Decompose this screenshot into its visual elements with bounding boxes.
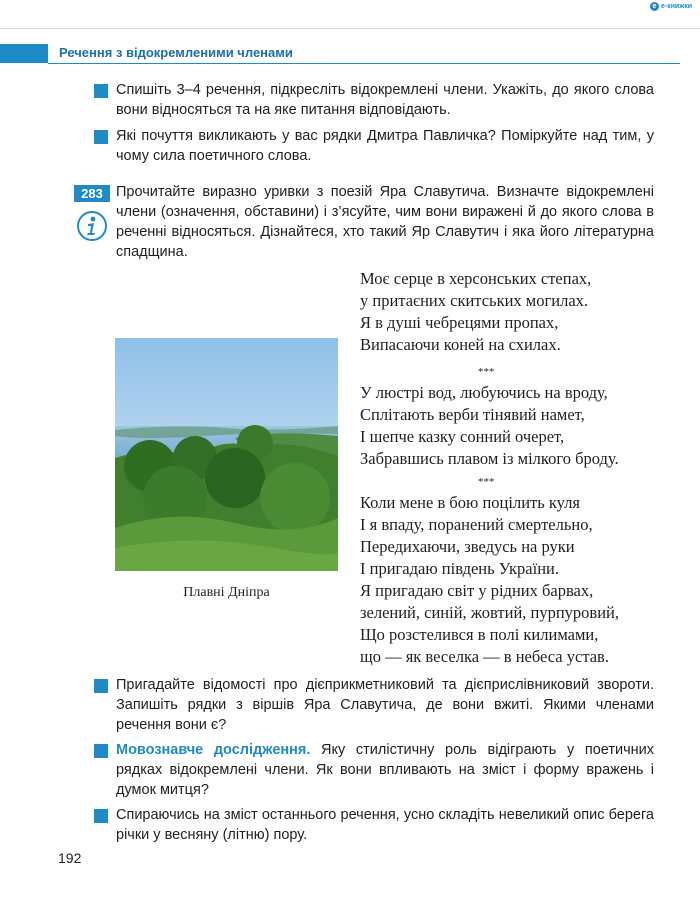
poem-line: І пригадаю південь України. bbox=[360, 559, 559, 578]
poem-line: Випасаючи коней на схилах. bbox=[360, 335, 561, 354]
poem-line: що — як веселка — в небеса устав. bbox=[360, 647, 609, 666]
task-marker-icon bbox=[94, 809, 108, 823]
exercise-text: Прочитайте виразно уривки з поезій Яра Славутича. Визначте відокремлені члени (означення, обставини) і з’ясуйте, чим вони виражені й до якого слова в реченні відносяться. Дізнайтеся, хто такий Яр Славутич і яка його літературна спадщина. bbox=[116, 184, 654, 260]
logo-text: e-книжки bbox=[660, 3, 692, 10]
poem-line: Я в душі чебрецями пропах, bbox=[360, 313, 559, 332]
poem bbox=[360, 268, 619, 668]
info-icon bbox=[76, 210, 108, 242]
poem-line: зелений, синій, жовтий, пурпуровий, bbox=[360, 603, 620, 622]
photo-caption: Плавні Дніпра bbox=[183, 585, 270, 600]
stanza-separator: *** bbox=[478, 476, 495, 488]
top-rule bbox=[0, 28, 700, 29]
poem-line: І шепче казку сонний очерет, bbox=[360, 427, 565, 446]
section-title: Речення з відокремленими членами bbox=[59, 45, 293, 60]
task-item: Які почуття викликають у вас рядки Дмитра Павличка? Поміркуйте над тим, у чому сила поетичного слова. bbox=[116, 128, 654, 164]
task-item: Спишіть 3–4 речення, підкресліть відокремлені члени. Укажіть, до якого слова вони відносяться та на яке питання відповідають. bbox=[116, 82, 654, 118]
research-highlight: Мовознавче дослідження. bbox=[116, 742, 311, 758]
task-item bbox=[116, 740, 654, 800]
poem-line: Забравшись плавом із мілкого броду. bbox=[360, 449, 619, 468]
poem-line: І я впаду, поранений смертельно, bbox=[360, 515, 593, 534]
publisher-logo[interactable] bbox=[650, 2, 692, 11]
task-marker-icon bbox=[94, 84, 108, 98]
task-item: Пригадайте відомості про дієприкметниковий та дієприслівниковий звороти. Запишіть рядки з віршів Яра Славутича, де вони вжиті. Якими членами речення вони є? bbox=[116, 677, 654, 733]
header-accent-bar bbox=[0, 44, 48, 63]
stanza-separator: *** bbox=[478, 366, 495, 378]
task-marker-icon bbox=[94, 130, 108, 144]
task-marker-icon bbox=[94, 679, 108, 693]
task-item: Спираючись на зміст останнього речення, усно складіть невеликий опис берега річки у весняну (літню) пору. bbox=[116, 807, 654, 843]
poem-line: Я пригадаю світ у рідних барвах, bbox=[360, 581, 594, 600]
poem-line: Передихаючи, зведусь на руки bbox=[360, 537, 575, 556]
poem-line: у притаєних скитських могилах. bbox=[360, 291, 589, 310]
poem-line: Коли мене в бою поцілить куля bbox=[360, 493, 581, 512]
logo-icon: e bbox=[650, 2, 659, 11]
task-marker-icon bbox=[94, 744, 108, 758]
page-number: 192 bbox=[58, 850, 82, 866]
poem-line: Що розстелився в полі килимами, bbox=[360, 625, 599, 644]
poem-line: Моє серце в херсонських степах, bbox=[360, 269, 592, 288]
poem-line: Сплітають верби тінявий намет, bbox=[360, 405, 585, 424]
header-rule bbox=[48, 63, 680, 64]
poem-line: У люстрі вод, любуючись на вроду, bbox=[360, 383, 608, 402]
exercise-number: 283 bbox=[74, 185, 110, 202]
photo-dnipro-floodplains bbox=[115, 338, 338, 571]
task-item-text: Яку стилістичну роль відіграють у поетичних рядках відокремлені члени. Як вони впливають на зміст і форму вражень і думок митця? bbox=[116, 742, 654, 798]
